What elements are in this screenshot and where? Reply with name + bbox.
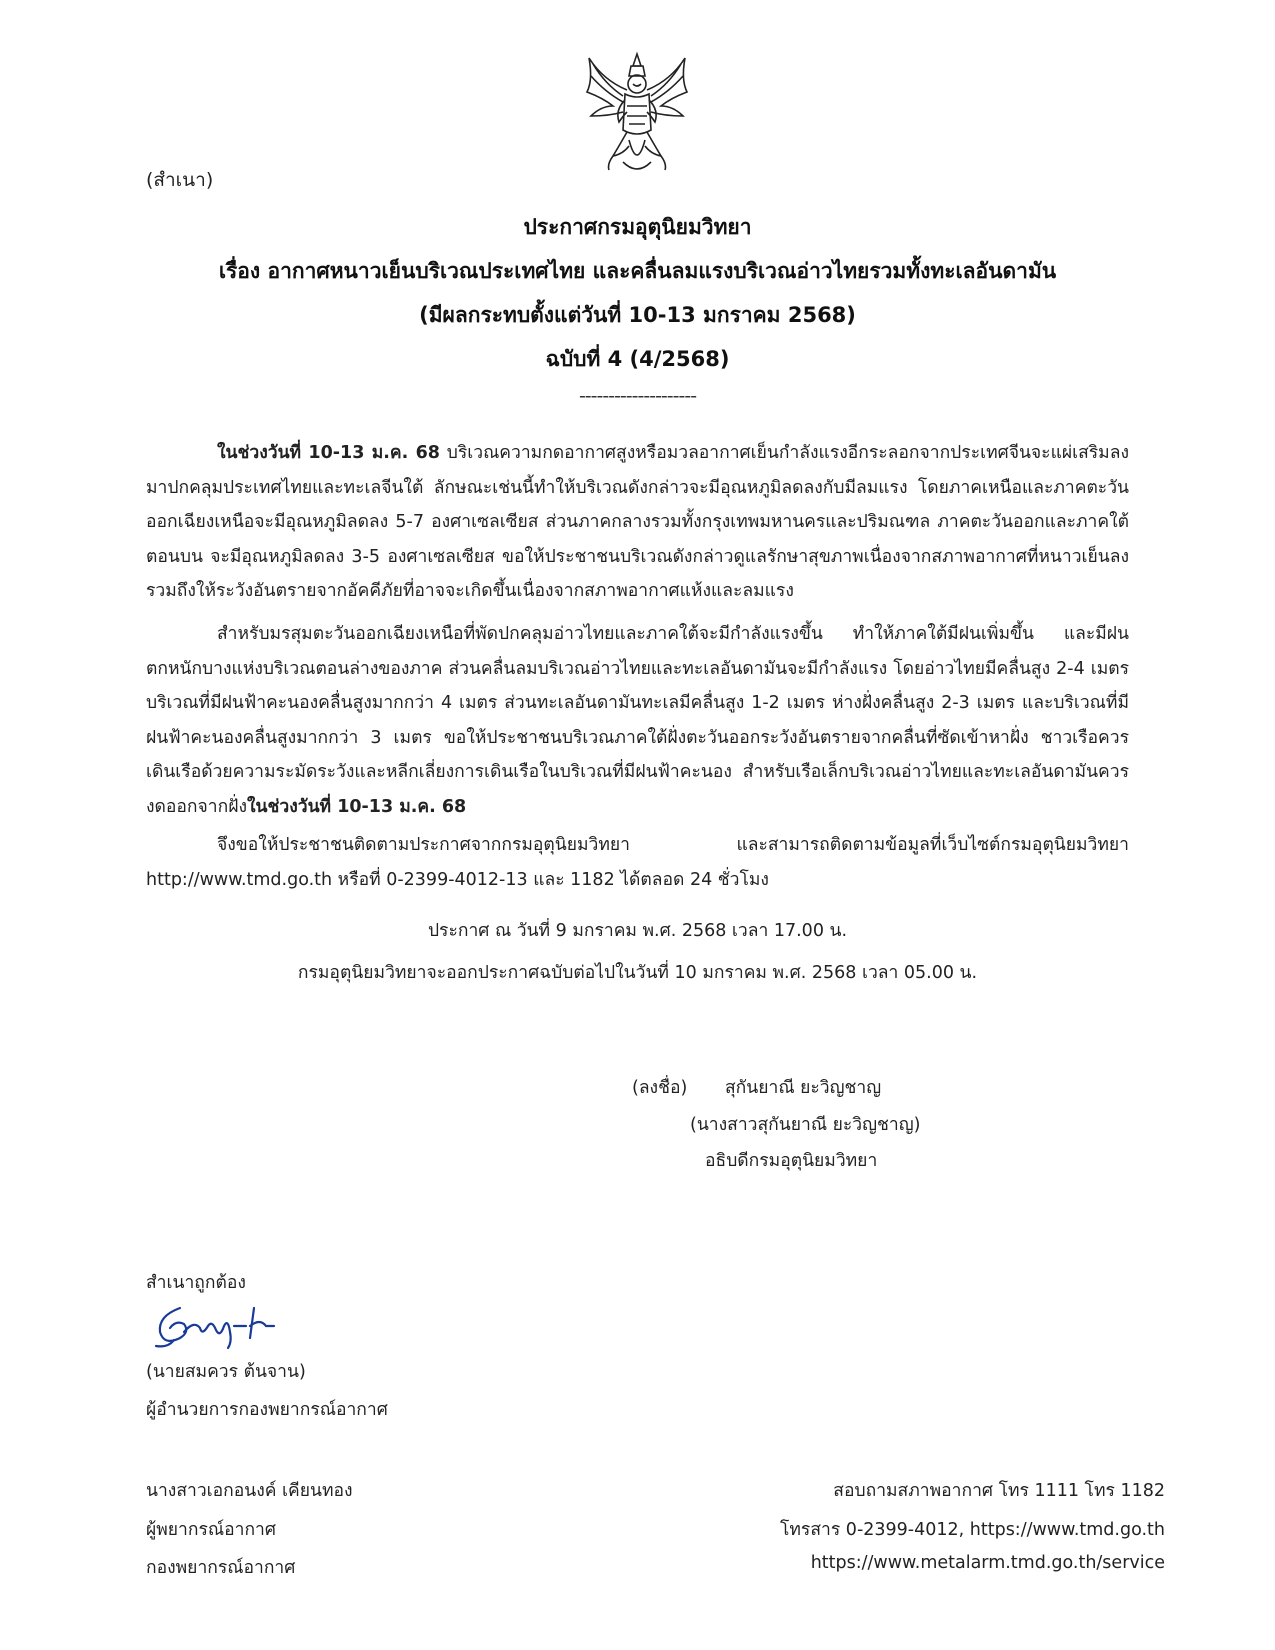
paragraph-monsoon-waves bbox=[146, 617, 1129, 824]
effective-dates: (มีผลกระทบตั้งแต่วันที่ 10-13 มกราคม 2568) bbox=[419, 303, 856, 327]
certified-copy-label: สำเนาถูกต้อง bbox=[146, 1273, 246, 1293]
garuda-emblem-icon bbox=[583, 50, 691, 178]
certifier-name: (นายสมควร ต้นจาน) bbox=[146, 1362, 306, 1382]
date-range-bold: ในช่วงวันที่ 10-13 ม.ค. 68 bbox=[217, 443, 440, 463]
hotline-info: สอบถามสภาพอากาศ โทร 1111 โทร 1182 bbox=[833, 1481, 1165, 1501]
metalarm-link[interactable]: https://www.metalarm.tmd.go.th/service bbox=[810, 1553, 1165, 1573]
announcement-title-block bbox=[146, 205, 1129, 411]
signatory-title: อธิบดีกรมอุตุนิยมวิทยา bbox=[705, 1151, 878, 1171]
signatory-fullname: (นางสาวสุกันยาณี ยะวิญชาญ) bbox=[690, 1115, 921, 1135]
forecaster-position: ผู้พยากรณ์อากาศ bbox=[146, 1520, 276, 1540]
fax-website-info: โทรสาร 0-2399-4012, https://www.tmd.go.th bbox=[780, 1520, 1165, 1540]
date-range-bold: ในช่วงวันที่ 10-13 ม.ค. 68 bbox=[247, 796, 467, 817]
issue-number: ฉบับที่ 4 (4/2568) bbox=[545, 347, 730, 371]
next-issue-datetime: กรมอุตุนิยมวิทยาจะออกประกาศฉบับต่อไปในวันที่ 10 มกราคม พ.ศ. 2568 เวลา 05.00 น. bbox=[297, 963, 978, 983]
certifier-title: ผู้อำนวยการกองพยากรณ์อากาศ bbox=[146, 1400, 388, 1420]
paragraph-contact bbox=[146, 828, 1129, 897]
issued-datetime: ประกาศ ณ วันที่ 9 มกราคม พ.ศ. 2568 เวลา 17.00 น. bbox=[427, 921, 848, 941]
signatory-name: สุกันยาณี ยะวิญชาญ bbox=[725, 1078, 882, 1098]
paragraph-text: บริเวณความกดอากาศสูงหรือมวลอากาศเย็นกำลังแรงอีกระลอกจากประเทศจีนจะแผ่เสริมลงมาปกคลุมประเทศไทยและทะเลจีนใต้ ลักษณะเช่นนี้ทำให้บริเวณดังกล่าวจะมีอุณหภูมิลดลงกับมีลมแรง โดยภาคเหนือและภาคตะวันออกเฉียงเหนือจะมีอุณหภูมิลดลง 5-7 องศาเซลเซียส ส่วนภาคกลางรวมทั้งกรุงเทพมหานครและปริมณฑล ภาคตะวันออกและภาคใต้ตอนบน จะมีอุณหภูมิลดลง 3-5 องศาเซลเซียส ขอให้ประชาชนบริเวณดังกล่าวดูแลรักษาสุขภาพเนื่องจากสภาพอากาศที่หนาวเย็นลง รวมถึงให้ระวังอันตรายจากอัคคีภัยที่อาจจะเกิดขึ้นเนื่องจากสภาพอากาศแห้งและลมแรง bbox=[146, 443, 1129, 601]
handwritten-signature-icon bbox=[150, 1298, 280, 1353]
copy-mark: (สำเนา) bbox=[146, 169, 214, 191]
forecaster-division: กองพยากรณ์อากาศ bbox=[146, 1558, 296, 1578]
paragraph-cold-weather bbox=[146, 436, 1129, 609]
department-heading: ประกาศกรมอุตุนิยมวิทยา bbox=[523, 215, 752, 239]
paragraph-text: สำหรับมรสุมตะวันออกเฉียงเหนือที่พัดปกคลุมอ่าวไทยและภาคใต้จะมีกำลังแรงขึ้น ทำให้ภาคใต้มีฝนเพิ่มขึ้น และมีฝนตกหนักบางแห่งบริเวณตอนล่างของภาค ส่วนคลื่นลมบริเวณอ่าวไทยและทะเลอันดามันจะมีกำลังแรง โดยอ่าวไทยมีคลื่นสูง 2-4 เมตร บริเวณที่มีฝนฟ้าคะนองคลื่นสูงมากกว่า 4 เมตร ส่วนทะเลอันดามันทะเลมีคลื่นสูง 1-2 เมตร ห่างฝั่งคลื่นสูง 2-3 เมตร และบริเวณที่มีฝนฟ้าคะนองคลื่นสูงมากกว่า 3 เมตร ขอให้ประชาชนบริเวณภาคใต้ฝั่งตะวันออกระวังอันตรายจากคลื่นที่ซัดเข้าหาฝั่ง ชาวเรือควรเดินเรือด้วยความระมัดระวังและหลีกเลี่ยงการเดินเรือในบริเวณที่มีฝนฟ้าคะนอง สำหรับเรือเล็กบริเวณอ่าวไทยและทะเลอันดามันควรงดออกจากฝั่ง bbox=[146, 624, 1129, 817]
subject-heading: เรื่อง อากาศหนาวเย็นบริเวณประเทศไทย และคลื่นลมแรงบริเวณอ่าวไทยรวมทั้งทะเลอันดามัน bbox=[218, 259, 1057, 283]
title-divider: -------------------- bbox=[578, 385, 697, 407]
paragraph-text: จึงขอให้ประชาชนติดตามประกาศจากกรมอุตุนิยมวิทยา และสามารถติดตามข้อมูลที่เว็บไซต์กรมอุตุนิยมวิทยา http://www.tmd.go.th หรือที่ 0-2399-4012-13 และ 1182 ได้ตลอด 24 ชั่วโมง bbox=[146, 835, 1129, 890]
signature-label: (ลงชื่อ) bbox=[632, 1078, 688, 1098]
forecaster-name: นางสาวเอกอนงค์ เคียนทอง bbox=[146, 1481, 353, 1501]
